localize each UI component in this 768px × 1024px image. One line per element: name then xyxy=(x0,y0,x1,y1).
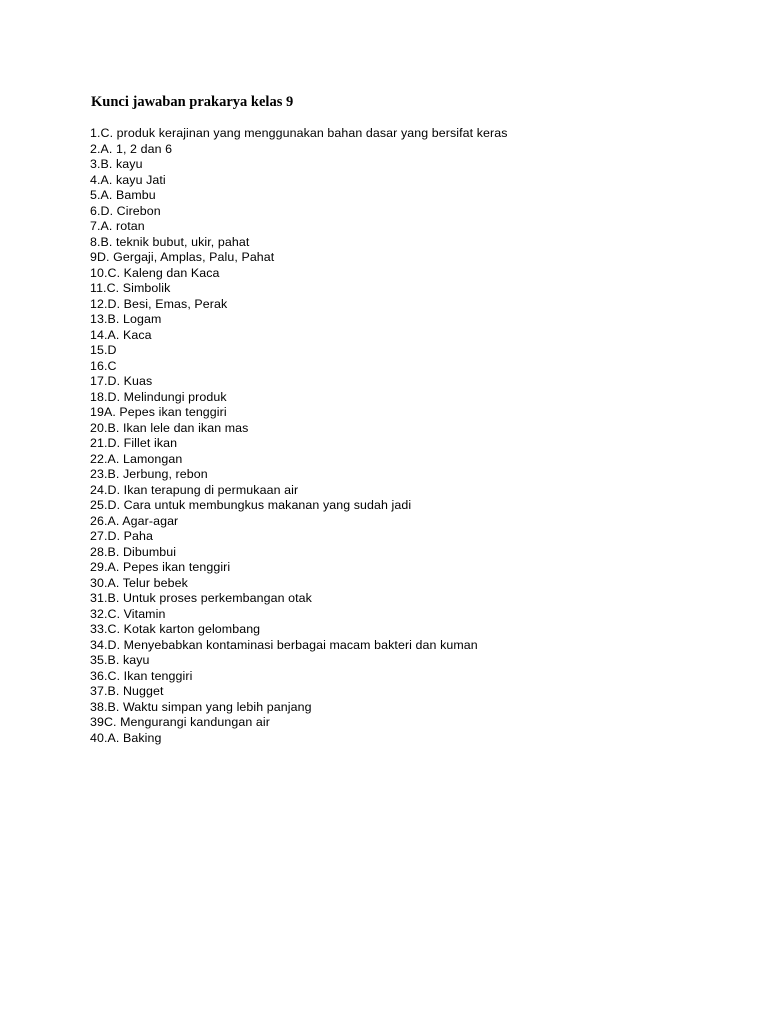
answer-item: 18.D. Melindungi produk xyxy=(90,389,227,404)
answer-item: 31.B. Untuk proses perkembangan otak xyxy=(90,591,312,605)
answer-list xyxy=(90,126,508,746)
answer-item: 37.B. Nugget xyxy=(90,684,164,698)
answer-item: 19A. Pepes ikan tenggiri xyxy=(90,405,227,419)
answer-item: 17.D. Kuas xyxy=(90,374,153,388)
answer-item: 28.B. Dibumbui xyxy=(90,544,177,559)
answer-item: 26.A. Agar-agar xyxy=(90,513,179,528)
answer-item: 14.A. Kaca xyxy=(90,327,152,342)
answer-item: 9D. Gergaji, Amplas, Palu, Pahat xyxy=(90,250,275,264)
answer-item: 34.D. Menyebabkan kontaminasi berbagai macam bakteri dan kuman xyxy=(90,637,478,652)
answer-item: 24.D. Ikan terapung di permukaan air xyxy=(90,482,299,497)
answer-item: 13.B. Logam xyxy=(90,312,162,326)
answer-item: 16.C xyxy=(90,358,117,373)
answer-item: 8.B. teknik bubut, ukir, pahat xyxy=(90,234,250,249)
answer-item: 2.A. 1, 2 dan 6 xyxy=(90,141,173,156)
answer-item: 6.D. Cirebon xyxy=(90,203,161,218)
answer-item: 23.B. Jerbung, rebon xyxy=(90,467,208,481)
answer-item: 10.C. Kaleng dan Kaca xyxy=(90,265,220,280)
document-title: Kunci jawaban prakarya kelas 9 xyxy=(91,94,294,110)
answer-item: 39C. Mengurangi kandungan air xyxy=(90,715,270,729)
answer-item: 15.D xyxy=(90,343,117,357)
answer-item: 30.A. Telur bebek xyxy=(90,575,188,590)
answer-item: 7.A. rotan xyxy=(90,219,145,233)
answer-item: 35.B. kayu xyxy=(90,653,150,667)
answer-item: 33.C. Kotak karton gelombang xyxy=(90,622,261,636)
answer-item: 25.D. Cara untuk membungkus makanan yang sudah jadi xyxy=(90,498,412,512)
answer-item: 11.C. Simbolik xyxy=(90,281,171,295)
answer-item: 1.C. produk kerajinan yang menggunakan bahan dasar yang bersifat keras xyxy=(90,126,508,140)
answer-item: 4.A. kayu Jati xyxy=(90,172,166,187)
answer-item: 40.A. Baking xyxy=(90,730,162,745)
answer-item: 20.B. Ikan lele dan ikan mas xyxy=(90,420,249,435)
answer-item: 21.D. Fillet ikan xyxy=(90,436,178,450)
answer-item: 27.D. Paha xyxy=(90,529,153,543)
answer-item: 3.B. kayu xyxy=(90,157,143,171)
answer-item: 5.A. Bambu xyxy=(90,188,156,202)
answer-item: 22.A. Lamongan xyxy=(90,451,183,466)
answer-item: 32.C. Vitamin xyxy=(90,606,166,621)
answer-item: 36.C. Ikan tenggiri xyxy=(90,668,193,683)
answer-item: 29.A. Pepes ikan tenggiri xyxy=(90,560,231,574)
answer-item: 12.D. Besi, Emas, Perak xyxy=(90,296,228,311)
answer-item: 38.B. Waktu simpan yang lebih panjang xyxy=(90,699,312,714)
